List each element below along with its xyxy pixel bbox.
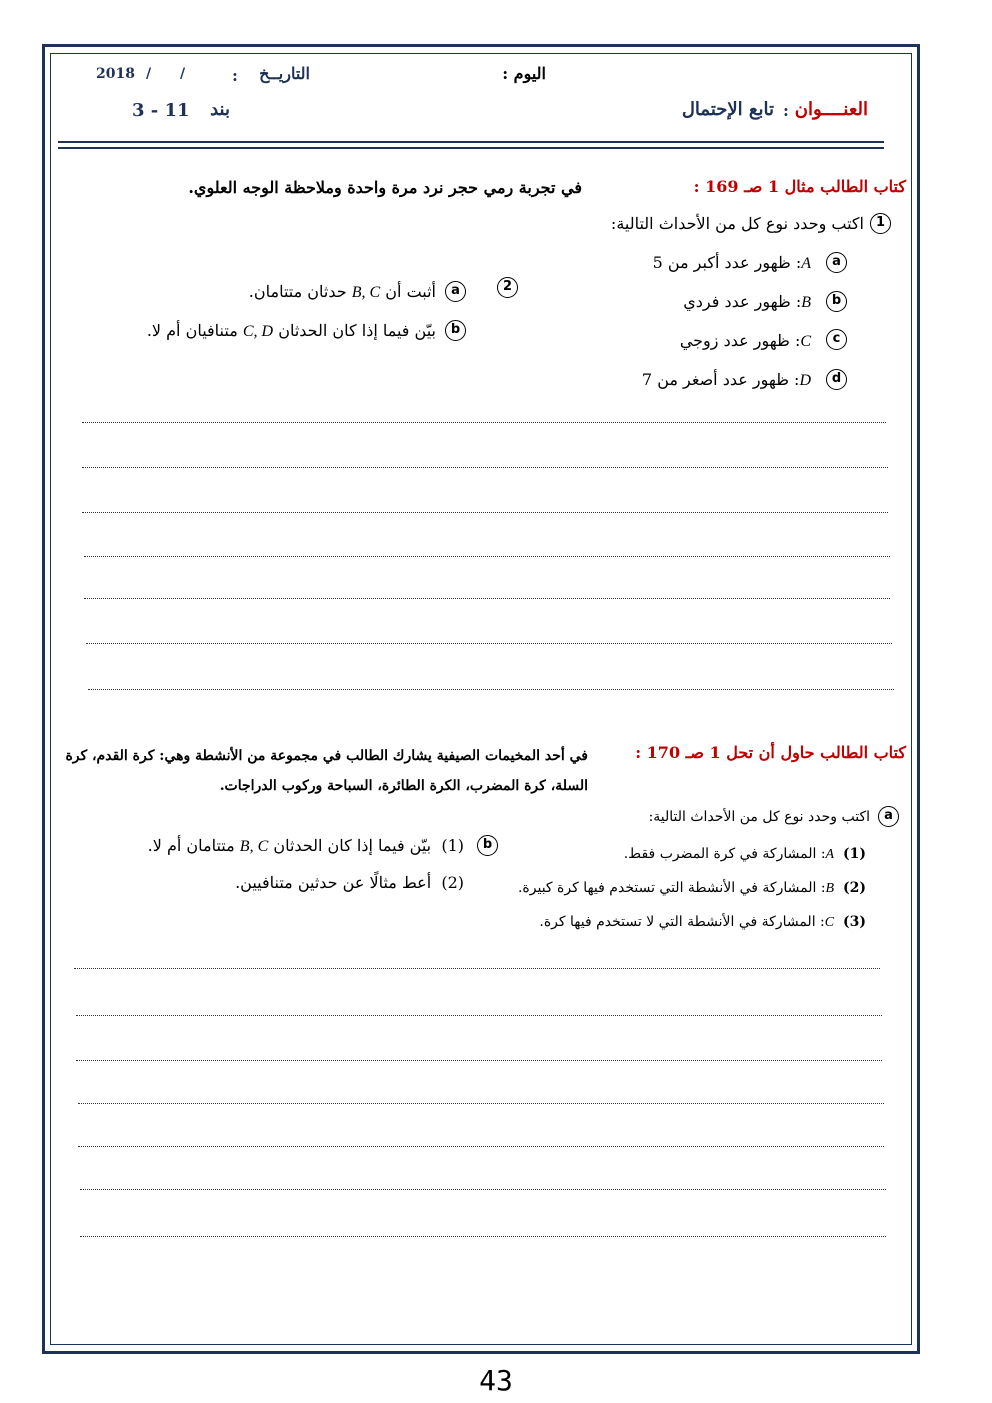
answer-line <box>84 598 890 599</box>
q1-item-b <box>683 292 811 312</box>
var-b: B <box>825 881 835 896</box>
page-number: 43 <box>479 1364 513 1397</box>
qb2-num: (2) <box>441 873 464 892</box>
answer-line <box>76 1015 882 1016</box>
var-c: C <box>824 915 835 930</box>
qb2-body: أعط مثالًا عن حدثين متنافيين. <box>235 873 432 892</box>
qa-item-1 <box>624 846 866 863</box>
page-border-inner <box>50 53 912 1345</box>
var-a: A <box>801 255 811 272</box>
qb-marker: b <box>477 835 498 856</box>
title-text: تابع الإحتمال <box>681 99 774 120</box>
day-label: اليوم : <box>502 64 546 83</box>
date-year: 2018 <box>96 66 135 82</box>
title-label: العنــــوان <box>794 99 868 120</box>
q1-item-a-marker: a <box>826 252 847 273</box>
header-divider-1 <box>58 141 884 143</box>
example-heading: كتاب الطالب مثال 1 صـ 169 : <box>693 177 906 196</box>
title-colon: : <box>783 101 789 120</box>
answer-line <box>76 1060 882 1061</box>
qa-marker: a <box>878 806 899 827</box>
date-label: التاريــخ <box>259 64 310 83</box>
q2-marker: 2 <box>497 277 518 298</box>
q2b-text <box>147 321 436 341</box>
answer-line <box>80 1189 886 1190</box>
answer-line <box>78 1146 884 1147</box>
date-slashes: / / <box>146 66 186 82</box>
section-label: بند <box>210 99 230 120</box>
example-intro: في تجربة رمي حجر نرد مرة واحدة وملاحظة الوجه العلوي. <box>188 178 582 197</box>
qa-item-1-text: : المشاركة في كرة المضرب فقط. <box>623 846 826 862</box>
exercise-intro-line2: السلة، كرة المضرب، الكرة الطائرة، السباحة وركوب الدراجات. <box>219 778 588 794</box>
qa-item-2 <box>518 880 866 897</box>
answer-line <box>78 1103 884 1104</box>
answer-line <box>80 1236 886 1237</box>
q2b-marker: b <box>445 320 466 341</box>
qa-item-3 <box>539 914 866 931</box>
q1-item-c <box>680 331 811 351</box>
qa-item-1-num: (1) <box>843 846 866 862</box>
q1-item-d-marker: d <box>826 369 847 390</box>
q2b-var: C, D <box>242 323 274 340</box>
qb1-pre: بيّن فيما إذا كان الحدثان <box>273 836 432 855</box>
var-d: D <box>799 372 811 389</box>
q2a-marker: a <box>445 281 466 302</box>
answer-line <box>86 643 892 644</box>
answer-line <box>82 467 888 468</box>
q2a-text <box>249 282 436 302</box>
qb1-var: B, C <box>239 838 269 855</box>
var-b: B <box>801 294 811 311</box>
qa-text: اكتب وحدد نوع كل من الأحداث التالية: <box>648 809 870 825</box>
q1-item-b-text: : ظهور عدد فردي <box>683 292 802 311</box>
q1-item-b-marker: b <box>826 291 847 312</box>
q1-item-a <box>653 253 811 273</box>
q1-item-a-text: : ظهور عدد أكبر من 5 <box>652 253 802 272</box>
q1-item-c-text: : ظهور عدد زوجي <box>679 331 801 350</box>
q1-item-c-marker: c <box>826 329 847 350</box>
answer-line <box>82 422 886 423</box>
section-number: 3 - 11 <box>132 100 190 121</box>
qb2-text <box>235 873 464 892</box>
qb1-num: (1) <box>441 836 464 855</box>
q2b-pre: بيّن فيما إذا كان الحدثان <box>278 321 436 340</box>
header-divider-2 <box>58 147 884 149</box>
qa-item-2-text: : المشاركة في الأنشطة التي تستخدم فيها كرة كبيرة. <box>517 880 826 896</box>
q2b-post: متنافيان أم لا. <box>146 321 238 340</box>
answer-line <box>74 968 880 969</box>
var-a: A <box>825 847 835 862</box>
qa-item-3-num: (3) <box>843 914 866 930</box>
q2a-pre: أثبت أن <box>385 282 436 301</box>
answer-line <box>88 689 894 690</box>
qb1-text <box>148 836 464 856</box>
q2a-post: حدثان متتامان. <box>248 282 347 301</box>
answer-line <box>84 556 890 557</box>
q1-text: اكتب وحدد نوع كل من الأحداث التالية: <box>610 214 864 233</box>
answer-line <box>82 512 888 513</box>
exercise-intro-line1: في أحد المخيمات الصيفية يشارك الطالب في مجموعة من الأنشطة وهي: كرة القدم، كرة <box>65 748 588 764</box>
q2a-var: B, C <box>351 284 381 301</box>
qa-item-2-num: (2) <box>843 880 866 896</box>
qb1-post: متتامان أم لا. <box>147 836 235 855</box>
exercise-heading: كتاب الطالب حاول أن تحل 1 صـ 170 : <box>635 743 906 762</box>
date-colon: : <box>232 66 238 85</box>
q1-item-d-text: : ظهور عدد أصغر من 7 <box>641 370 800 389</box>
var-c: C <box>800 333 811 350</box>
qa-item-3-text: : المشاركة في الأنشطة التي لا تستخدم فيها كرة. <box>539 914 825 930</box>
q1-item-d <box>642 370 811 390</box>
q1-marker: 1 <box>870 213 891 234</box>
